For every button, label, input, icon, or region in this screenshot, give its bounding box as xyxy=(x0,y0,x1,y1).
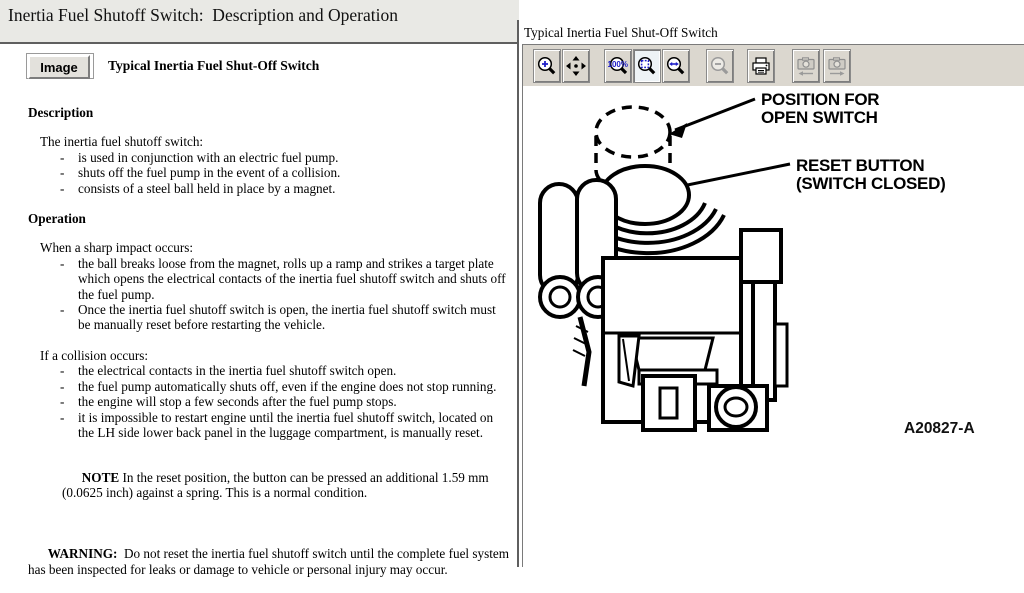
document-panel xyxy=(0,44,517,577)
bullet-dash: - xyxy=(60,378,65,394)
document-body xyxy=(0,105,517,593)
zoom-in-icon xyxy=(536,55,558,77)
image-viewer-panel xyxy=(519,0,1024,567)
zoom-out-button[interactable] xyxy=(706,49,734,83)
callout-open-switch-line2: OPEN SWITCH xyxy=(761,108,878,127)
pan-icon xyxy=(565,55,587,77)
zoom-100-button[interactable] xyxy=(604,49,632,83)
switch-diagram xyxy=(523,86,1024,567)
callout-leader-open-switch xyxy=(669,99,755,138)
image-caption: Typical Inertia Fuel Shut-Off Switch xyxy=(108,58,320,73)
callout-reset-line2: (SWITCH CLOSED) xyxy=(796,174,946,193)
note-block: NOTE In the reset position, the button can be pressed an additional 1.59 mm (0.0625 inch) against a spring. This is a normal condition. xyxy=(62,469,492,501)
list-item: - it is impossible to restart engine until the inertia fuel shutoff switch, located on the LH side lower back panel in the luggage compartment, is manually reset. xyxy=(60,409,494,440)
bullet-dash: - xyxy=(60,165,65,181)
callout-open-switch-line1: POSITION FOR xyxy=(761,90,880,109)
previous-image-button[interactable] xyxy=(792,49,820,83)
list-item: - the fuel pump automatically shuts off, even if the engine does not stop running. xyxy=(60,378,497,394)
part-number: A20827-A xyxy=(904,420,975,437)
bullet-dash: - xyxy=(60,180,65,196)
bullet-dash: - xyxy=(60,363,65,379)
bullet-dash: - xyxy=(60,409,65,425)
bullet-dash: - xyxy=(60,255,65,271)
print-button[interactable] xyxy=(747,49,775,83)
zoom-fit-window-icon xyxy=(636,55,658,77)
left-header-strip xyxy=(0,0,517,44)
svg-text:100%: 100% xyxy=(607,60,628,69)
collision-intro: If a collision occurs: xyxy=(40,347,149,363)
impact-intro: When a sharp impact occurs: xyxy=(40,240,194,256)
pan-button[interactable] xyxy=(562,49,590,83)
next-image-icon xyxy=(826,55,848,77)
zoom-fit-window-button[interactable] xyxy=(633,49,661,83)
image-canvas xyxy=(522,86,1024,567)
viewer-toolbar xyxy=(522,44,1024,88)
print-icon xyxy=(750,55,772,77)
zoom-in-button[interactable] xyxy=(533,49,561,83)
bullet-dash: - xyxy=(60,302,65,318)
zoom-fit-width-icon xyxy=(665,55,687,77)
callout-reset-line1: RESET BUTTON xyxy=(796,156,925,175)
previous-image-icon xyxy=(795,55,817,77)
zoom-fit-width-button[interactable] xyxy=(662,49,690,83)
list-item: - is used in conjunction with an electric fuel pump. xyxy=(60,149,339,165)
list-item: - the engine will stop a few seconds after the fuel pump stops. xyxy=(60,394,397,410)
list-item: - the electrical contacts in the inertia fuel shutoff switch open. xyxy=(60,363,397,379)
viewer-title: Typical Inertia Fuel Shut-Off Switch xyxy=(524,25,718,40)
list-item: - shuts off the fuel pump in the event of a collision. xyxy=(60,165,341,181)
list-item: - Once the inertia fuel shutoff switch is open, the inertia fuel shutoff switch must be manually reset before restarting the vehicle. xyxy=(60,302,496,333)
image-link-row xyxy=(26,53,517,79)
image-widget xyxy=(26,53,94,79)
image-button[interactable]: Image xyxy=(28,55,90,79)
warning-label: WARNING: xyxy=(47,546,118,562)
zoom-100-icon xyxy=(607,55,629,77)
warning-block: WARNING: Do not reset the inertia fuel shutoff switch until the complete fuel system has been inspected for leaks or damage to vehicle or personal injury may occur. xyxy=(28,546,513,577)
page-title: Inertia Fuel Shutoff Switch: Description and Operation xyxy=(8,5,398,25)
operation-heading: Operation xyxy=(28,211,86,227)
description-heading: Description xyxy=(28,105,94,120)
zoom-out-icon xyxy=(709,55,731,77)
list-item: - consists of a steel ball held in place by a magnet. xyxy=(60,180,336,196)
next-image-button[interactable] xyxy=(823,49,851,83)
note-label: NOTE xyxy=(81,469,120,485)
bullet-dash: - xyxy=(60,394,65,410)
list-item: - the ball breaks loose from the magnet, rolls up a ramp and strikes a target plate which opens the electrical contacts of the inertia fuel shutoff switch and shuts off the fuel pump. xyxy=(60,255,506,302)
description-intro: The inertia fuel shutoff switch: xyxy=(40,134,204,150)
bullet-dash: - xyxy=(60,149,65,165)
